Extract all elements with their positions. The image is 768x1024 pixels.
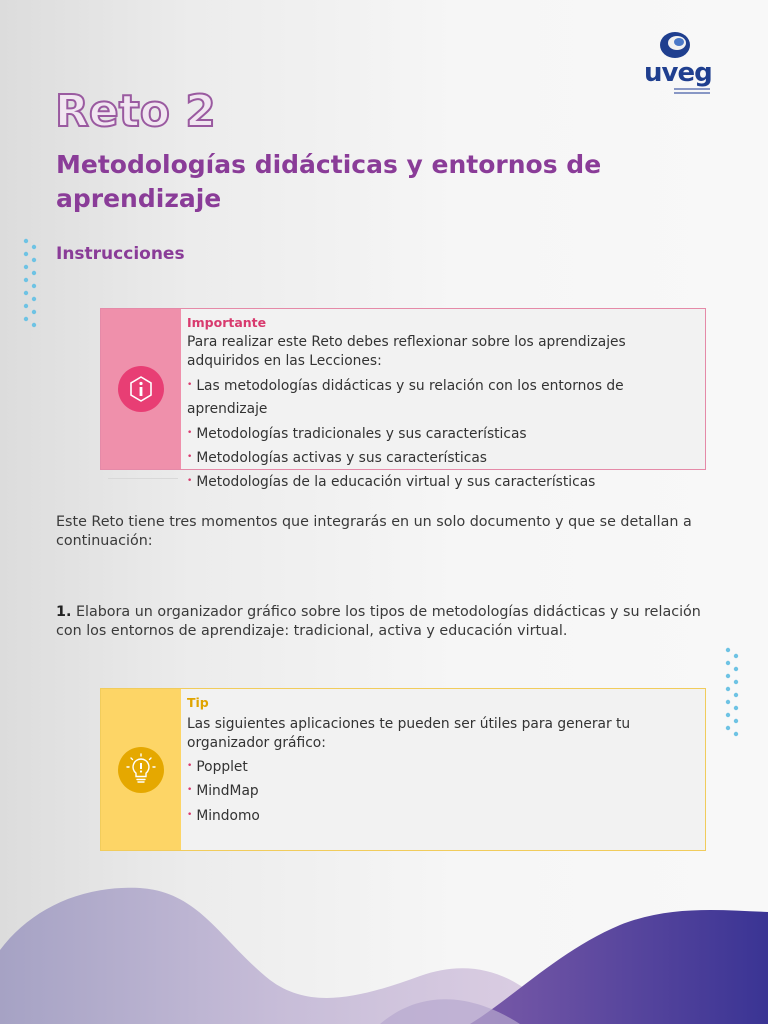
list-item: • Metodologías de la educación virtual y sus características: [187, 474, 596, 490]
bullet-icon: •: [187, 380, 193, 390]
tip-list: [187, 755, 699, 828]
list-item: • Metodologías tradicionales y sus características: [187, 425, 527, 442]
lightbulb-icon: [117, 746, 165, 794]
tip-intro: Las siguientes aplicaciones te pueden ser útiles para generar tu organizador gráfico:: [187, 716, 631, 751]
step-1-number: 1.: [56, 604, 72, 620]
tip-icon-panel: [101, 689, 181, 850]
bullet-icon: •: [187, 452, 193, 462]
step-1-text: Elabora un organizador gráfico sobre los tipos de metodologías didácticas y su relación con los entornos de aprendizaje: tradicional, activa y educación virtual.: [56, 604, 701, 639]
tip-label: Tip: [187, 695, 209, 710]
section-title: Instrucciones: [56, 244, 185, 264]
decorative-dots-left: [20, 236, 42, 332]
important-callout: [100, 308, 706, 490]
list-item: • Popplet: [187, 758, 248, 775]
bullet-icon: •: [187, 427, 193, 438]
bullet-icon: •: [187, 809, 193, 820]
tip-callout: [100, 688, 706, 851]
important-intro: Para realizar este Reto debes reflexionar sobre los aprendizajes adquiridos en las Lecciones:: [187, 334, 626, 369]
tip-content: [181, 689, 705, 850]
bullet-icon: •: [187, 785, 193, 796]
list-item: • Mindomo: [187, 807, 260, 824]
list-item: • Metodologías activas y sus características: [187, 449, 487, 466]
decorative-wave: [0, 880, 768, 1024]
intro-paragraph: Este Reto tiene tres momentos que integrarás en un solo documento y que se detallan a continuación:: [56, 514, 692, 549]
bullet-icon: •: [187, 761, 193, 771]
page-title: Reto 2: [55, 86, 216, 137]
divider: [108, 478, 178, 479]
list-item: • MindMap: [187, 783, 259, 799]
uveg-logo-mark-icon: [658, 30, 692, 60]
logo-tagline: [674, 88, 710, 94]
important-content: [181, 309, 705, 490]
step-1-paragraph: [56, 603, 726, 641]
list-item: • Las metodologías didácticas y su relación con los entornos de aprendizaje: [187, 377, 624, 418]
info-icon: [117, 365, 165, 413]
bullet-icon: •: [187, 476, 193, 487]
important-label: Importante: [187, 315, 267, 330]
page-subtitle: Metodologías didácticas y entornos de aprendizaje: [56, 150, 602, 213]
uveg-logo: [640, 30, 716, 96]
logo-text: uveg: [644, 58, 712, 88]
important-list: [187, 374, 699, 495]
important-icon-panel: [101, 309, 181, 469]
decorative-dots-right: [722, 646, 744, 738]
